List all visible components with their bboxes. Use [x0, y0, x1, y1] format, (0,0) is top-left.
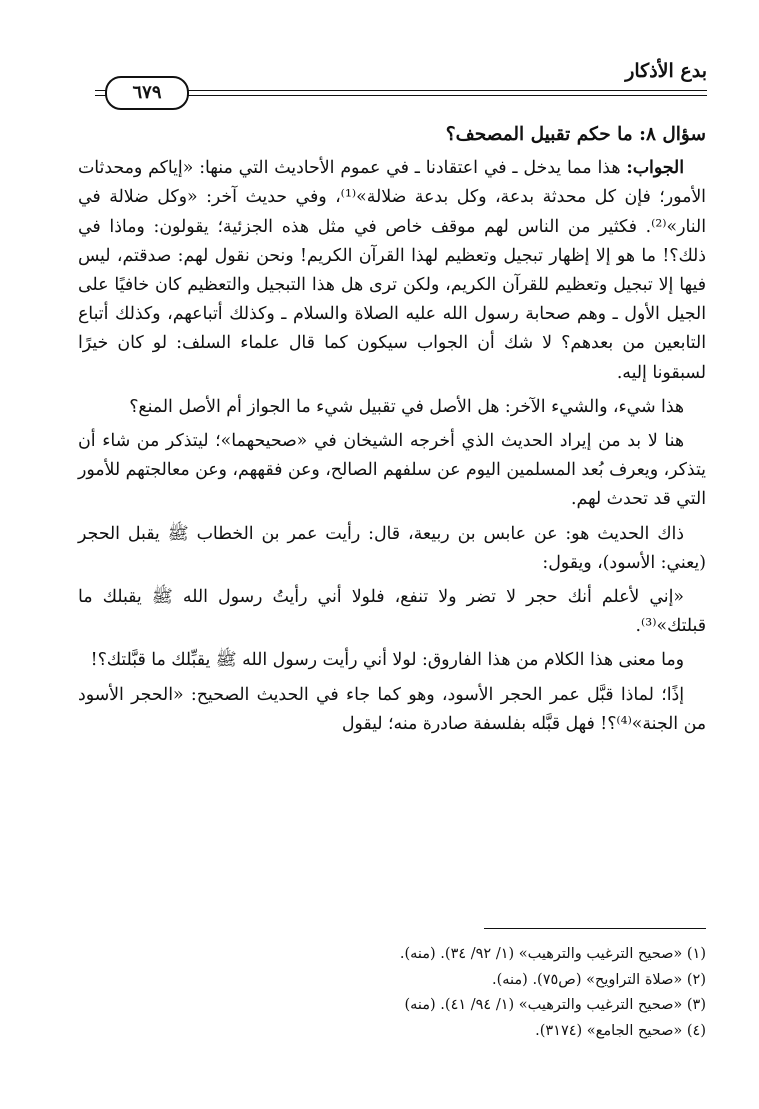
answer-paragraph	[78, 154, 706, 388]
footnote-2: (٢) «صلاة التراويح» (ص٧٥). (منه).	[492, 971, 706, 988]
answer-text: هذا مما يدخل ـ في اعتقادنا ـ في عموم الأحاديث التي منها: «إياكم ومحدثات الأمور؛ فإن كل محدثة بدعة، وكل بدعة ضلالة»⁽¹⁾، وفي حديث آخر: «وكل ضلالة في النار»⁽²⁾. فكثير من الناس لهم موقف خاص في مثل هذه الجزئية؛ يقولون: وماذا في ذلك؟! ما هو إلا إظهار تبجيل وتعظيم لهذا القرآن الكريم! ونحن نقول لهم: صدقتم، ليس فيها إلا تبجيل وتعظيم للقرآن الكريم، ولكن ترى هل هذا التبجيل والتعظيم كان خافيًا على الجيل الأول ـ وهم صحابة رسول الله عليه الصلاة والسلام ـ وكذلك أتباعهم، وكذلك أتباع التابعين من بعدهم؟ لا شك أن الجواب سيكون كما قال علماء السلف: لو كان خيرًا لسبقونا إليه.	[78, 158, 706, 383]
footnote-1: (١) «صحيح الترغيب والترهيب» (١/ ٩٢/ ٣٤). (منه).	[399, 946, 706, 962]
paragraph-7: إذًا؛ لماذا قبَّل عمر الحجر الأسود، وهو كما جاء في الحديث الصحيح: «الحجر الأسود من الجنة»⁽⁴⁾؟! فهل قبَّله بفلسفة صادرة منه؛ ليقول	[78, 684, 706, 734]
paragraph-6: وما معنى هذا الكلام من هذا الفاروق: لولا أني رأيت رسول الله ﷺ يقبِّلك ما قبَّلتك؟!	[90, 650, 684, 671]
page-body	[78, 120, 706, 744]
footnotes	[106, 942, 706, 1044]
footnote-4: (٤) «صحيح الجامع» (٣١٧٤).	[535, 1022, 706, 1039]
paragraph-4: ذاك الحديث هو: عن عابس بن ربيعة، قال: رأيت عمر بن الخطاب ﷺ يقبل الحجر (يعني: الأسود)، ويقول:	[78, 523, 706, 573]
page-header	[95, 56, 707, 104]
answer-lead: الجواب:	[626, 158, 684, 179]
question-heading: سؤال ٨: ما حكم تقبيل المصحف؟	[445, 124, 706, 145]
footnote-3: (٣) «صحيح الترغيب والترهيب» (١/ ٩٤/ ٤١). (منه)	[404, 997, 706, 1013]
footnote-separator	[484, 928, 706, 929]
book-title: بدع الأذكار	[625, 60, 707, 82]
paragraph-2: هذا شيء، والشيء الآخر: هل الأصل في تقبيل شيء ما الجواز أم الأصل المنع؟	[129, 396, 684, 417]
page-number: ٦٧٩	[105, 76, 189, 110]
paragraph-3: هنا لا بد من إيراد الحديث الذي أخرجه الشيخان في «صحيحهما»؛ ليتذكر من شاء أن يتذكر، ويعرف بُعد المسلمين اليوم عن سلفهم الصالح، وعن فقههم، وعن معالجتهم للأمور التي قد تحدث لهم.	[78, 431, 706, 510]
hadith-quote: «إني لأعلم أنك حجر لا تضر ولا تنفع، فلولا أني رأيتُ رسول الله ﷺ يقبلك ما قبلتك»⁽³⁾.	[78, 587, 706, 637]
